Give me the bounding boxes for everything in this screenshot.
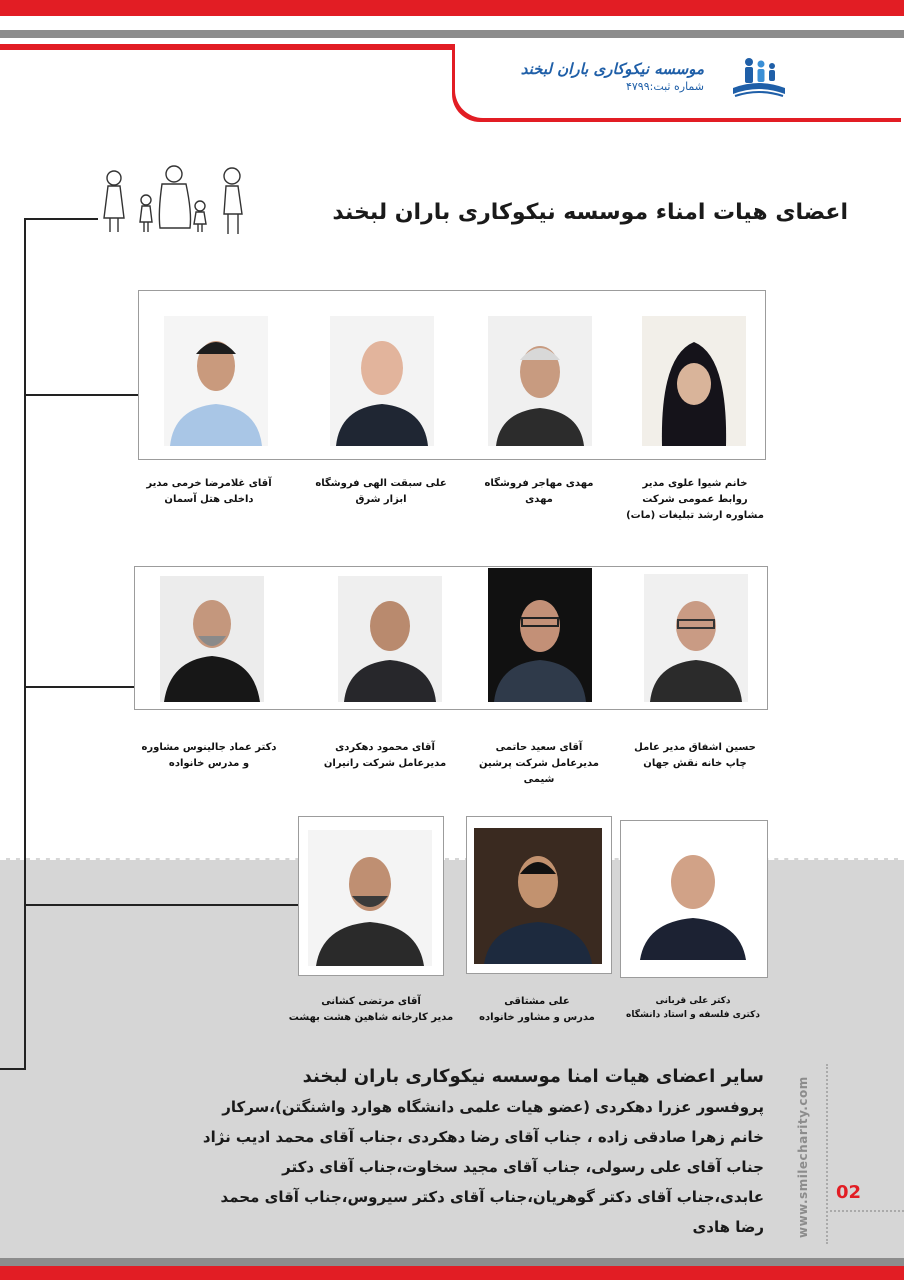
- person-man-icon: [330, 316, 434, 446]
- member-caption: [462, 994, 612, 1026]
- caption-line: و مدرس خانواده: [168, 758, 250, 769]
- caption-line: حسین اشفاق مدیر عامل: [634, 742, 756, 753]
- caption-line: آقای غلامرضا خرمی مدیر: [146, 478, 272, 489]
- tree-branch-row2: [24, 686, 134, 688]
- caption-line: علی مشتاقی: [504, 996, 570, 1007]
- member-caption: [618, 994, 768, 1022]
- member-photo: [338, 576, 442, 702]
- tree-vertical-line: [24, 218, 26, 1070]
- member-caption: [620, 740, 770, 772]
- caption-line: آقای محمود دهکردی: [335, 742, 435, 753]
- other-members-line: خانم زهرا صادقی زاده ، جناب آقای رضا دهکردی ،جناب آقای محمد ادیب نژاد: [202, 1128, 764, 1146]
- person-man-icon: [488, 316, 592, 446]
- member-caption: [282, 994, 460, 1026]
- member-photo: [160, 576, 264, 702]
- person-man-icon: [160, 576, 264, 702]
- other-members-section: [64, 1062, 764, 1242]
- person-woman-icon: [642, 316, 746, 446]
- member-caption: [310, 740, 460, 772]
- caption-line: مدیرعامل شرکت رانیران: [323, 758, 447, 769]
- person-man-icon: [634, 826, 752, 960]
- logo-text: [521, 60, 704, 93]
- member-photo: [488, 316, 592, 446]
- caption-line: آقای مرتضی کشانی: [321, 996, 421, 1007]
- tree-branch-others: [0, 1068, 26, 1070]
- caption-line: داخلی هتل آسمان: [164, 494, 254, 505]
- caption-line: مهدی مهاجر فروشگاه: [484, 478, 594, 489]
- other-members-line: رضا هادی: [692, 1218, 764, 1236]
- caption-line: علی سبقت الهی فروشگاه: [315, 478, 447, 489]
- tree-branch-row3: [24, 904, 298, 906]
- caption-line: دکتر عماد جالینوس مشاوره: [141, 742, 277, 753]
- bottom-gray-stripe: [0, 1258, 904, 1266]
- other-members-line: جناب آقای علی رسولی، جناب آقای مجید سخاوت،جناب آقای دکتر: [282, 1158, 764, 1176]
- top-gray-stripe: [0, 30, 904, 38]
- caption-line: خانم شیوا علوی مدیر: [642, 478, 748, 489]
- person-man-icon: [164, 316, 268, 446]
- org-name: موسسه نیکوکاری باران لبخند: [520, 60, 704, 78]
- tree-branch-row1: [24, 394, 138, 396]
- person-man-icon: [474, 828, 602, 964]
- other-members-line: پروفسور عزرا دهکردی (عضو هیات علمی دانشگاه هوارد واشنگتن)،سرکار: [222, 1098, 764, 1116]
- charity-logo-icon: [729, 54, 789, 102]
- caption-line: روابط عمومی شرکت: [642, 494, 748, 505]
- person-man-icon: [488, 568, 592, 702]
- caption-line: مدیر کارخانه شاهین هشت بهشت: [288, 1012, 454, 1023]
- member-caption: [134, 476, 284, 508]
- caption-line: مدیرعامل شرکت پرشین: [479, 758, 599, 769]
- caption-line: چاپ خانه نقش جهان: [643, 758, 747, 769]
- member-photo: [488, 568, 592, 702]
- caption-line: دکتر علی قربانی: [655, 996, 731, 1006]
- page-title: اعضای هیات امناء موسسه نیکوکاری باران لبخند: [332, 200, 848, 225]
- caption-line: آقای سعید حاتمی: [495, 742, 583, 753]
- member-caption: [464, 476, 614, 508]
- band-dashed-border: [0, 858, 904, 860]
- member-photo: [634, 826, 752, 960]
- member-photo: [474, 828, 602, 964]
- member-photo: [308, 830, 432, 966]
- page-number-dotted-line: [830, 1210, 904, 1212]
- member-caption: [306, 476, 456, 508]
- registration-number: شماره ثبت:۴۷۹۹: [625, 80, 704, 93]
- member-photo: [642, 316, 746, 446]
- side-dotted-line: [826, 1064, 829, 1244]
- caption-line: مهدی: [525, 494, 553, 505]
- other-members-title: سایر اعضای هیات امنا موسسه نیکوکاری باران لبخند: [302, 1066, 764, 1087]
- header-logo-box: [455, 40, 904, 118]
- family-drawing-icon: [96, 162, 256, 238]
- member-photo: [330, 316, 434, 446]
- person-man-icon: [644, 574, 748, 702]
- member-photo: [164, 316, 268, 446]
- other-members-line: عابدی،جناب آقای دکتر گوهریان،جناب آقای دکتر سیروس،جناب آقای محمد: [220, 1188, 764, 1206]
- member-photo: [644, 574, 748, 702]
- tree-branch-title: [24, 218, 98, 220]
- caption-line: شیمی: [523, 774, 555, 785]
- member-caption: [134, 740, 284, 772]
- bottom-red-stripe: [0, 1266, 904, 1280]
- person-man-icon: [338, 576, 442, 702]
- member-caption: [464, 740, 614, 788]
- caption-line: دکتری فلسفه و استاد دانشگاه: [626, 1010, 760, 1020]
- page-number: 02: [836, 1182, 862, 1203]
- member-caption: [620, 476, 770, 524]
- website-url: www.smilecharity.com: [796, 1076, 810, 1238]
- top-red-stripe: [0, 0, 904, 16]
- caption-line: مشاوره ارشد تبلیغات (مات): [626, 510, 764, 521]
- person-man-icon: [308, 830, 432, 966]
- caption-line: مدرس و مشاور خانواده: [479, 1012, 595, 1023]
- caption-line: ابزار شرق: [355, 494, 407, 505]
